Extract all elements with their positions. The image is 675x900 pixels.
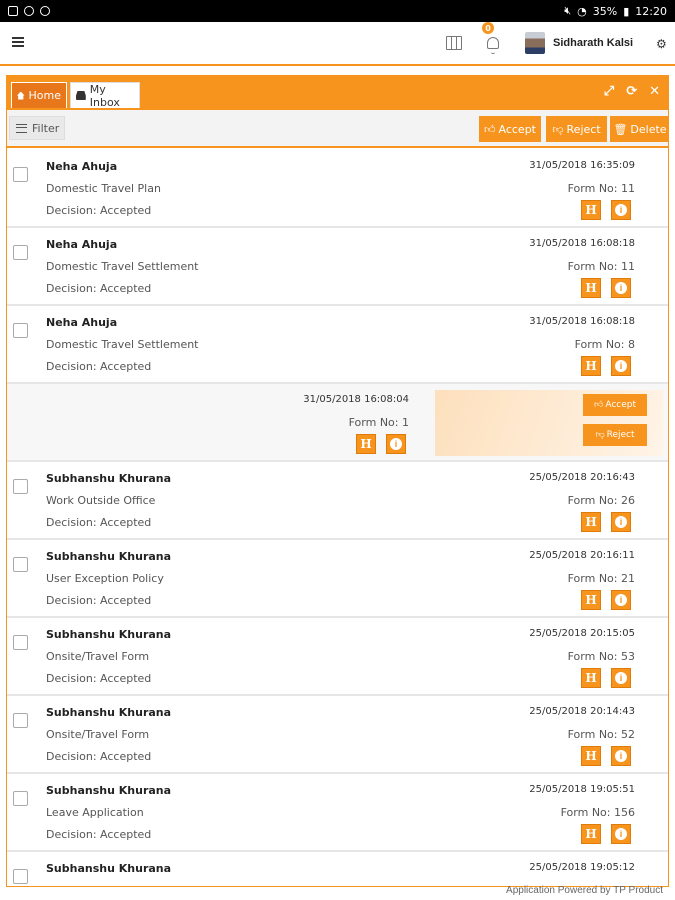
timestamp: 31/05/2018 16:08:18: [529, 238, 635, 249]
list-item[interactable]: [7, 462, 668, 540]
form-name: Domestic Travel Settlement: [46, 260, 199, 273]
list-item[interactable]: [7, 540, 668, 618]
thumbs-down-icon: 👎︎: [595, 430, 605, 440]
decision-status: Decision: Accepted: [46, 516, 152, 529]
inbox-icon: [76, 91, 86, 100]
sender-name: Neha Ahuja: [46, 316, 118, 329]
gallery-icon: [8, 6, 18, 16]
map-icon[interactable]: [446, 36, 462, 50]
timestamp: 25/05/2018 20:14:43: [529, 706, 635, 717]
row-checkbox[interactable]: [13, 557, 28, 572]
bell-icon: [487, 37, 499, 49]
form-number: Form No: 156: [560, 806, 635, 819]
battery-icon: ▮: [623, 4, 630, 18]
list-item[interactable]: [7, 852, 668, 887]
list-item[interactable]: [7, 228, 668, 306]
history-button[interactable]: H: [581, 824, 601, 844]
inbox-list: [7, 150, 668, 887]
form-name: Leave Application: [46, 806, 144, 819]
inbox-panel: [6, 75, 669, 887]
info-button[interactable]: [611, 824, 631, 844]
form-number: Form No: 53: [567, 650, 635, 663]
battery-level: 35%: [592, 4, 618, 18]
row-checkbox[interactable]: [13, 167, 28, 182]
delete-button[interactable]: [610, 116, 669, 142]
list-item[interactable]: [7, 306, 668, 384]
swipe-accept-label: Accept: [605, 400, 637, 410]
decision-status: Decision: Accepted: [46, 204, 152, 217]
menu-icon[interactable]: [12, 37, 24, 47]
info-icon: i: [615, 828, 627, 840]
history-button[interactable]: H: [581, 512, 601, 532]
home-icon: [17, 92, 25, 100]
notification-badge: 0: [482, 22, 494, 34]
form-number: Form No: 26: [567, 494, 635, 507]
history-button[interactable]: H: [581, 356, 601, 376]
swipe-reject-button[interactable]: [583, 424, 647, 446]
form-name: User Exception Policy: [46, 572, 164, 585]
list-item[interactable]: [7, 774, 668, 852]
timestamp: 25/05/2018 20:15:05: [529, 628, 635, 639]
toolbar: [7, 110, 668, 148]
form-number: Form No: 1: [348, 416, 409, 429]
info-icon: i: [615, 672, 627, 684]
info-icon: i: [615, 594, 627, 606]
history-button[interactable]: H: [581, 200, 601, 220]
timestamp: 25/05/2018 20:16:11: [529, 550, 635, 561]
swipe-actions: [435, 390, 663, 456]
delete-label: Delete: [630, 122, 667, 136]
form-name: Domestic Travel Settlement: [46, 338, 199, 351]
history-button[interactable]: H: [581, 278, 601, 298]
sender-name: Subhanshu Khurana: [46, 628, 172, 641]
app-header: [0, 22, 675, 66]
form-number: Form No: 11: [567, 260, 635, 273]
decision-status: Decision: Accepted: [46, 750, 152, 763]
decision-status: Decision: Accepted: [46, 828, 152, 841]
timestamp: 31/05/2018 16:35:09: [529, 160, 635, 171]
thumbs-up-icon: 👍︎: [484, 122, 496, 136]
info-button[interactable]: [611, 278, 631, 298]
form-name: Work Outside Office: [46, 494, 156, 507]
tab-home[interactable]: [11, 82, 67, 108]
chat-icon: [40, 6, 50, 16]
tab-my-inbox[interactable]: [70, 82, 140, 108]
clock: 12:20: [635, 4, 667, 18]
info-button[interactable]: [386, 434, 406, 454]
info-button[interactable]: [611, 200, 631, 220]
row-checkbox[interactable]: [13, 869, 28, 884]
info-button[interactable]: [611, 512, 631, 532]
sender-name: Neha Ahuja: [46, 160, 118, 173]
row-checkbox[interactable]: [13, 479, 28, 494]
timestamp: 25/05/2018 19:05:12: [529, 862, 635, 873]
timestamp: 25/05/2018 20:16:43: [529, 472, 635, 483]
list-item[interactable]: [7, 150, 668, 228]
reject-label: Reject: [566, 122, 601, 136]
accept-button[interactable]: [479, 116, 541, 142]
trash-icon: 🗑︎: [613, 122, 628, 136]
decision-status: Decision: Accepted: [46, 594, 152, 607]
timestamp: 25/05/2018 19:05:51: [529, 784, 635, 795]
form-name: Domestic Travel Plan: [46, 182, 161, 195]
expand-icon[interactable]: ⤢: [603, 84, 615, 99]
panel-header: [7, 76, 668, 110]
form-number: Form No: 11: [567, 182, 635, 195]
row-checkbox[interactable]: [13, 791, 28, 806]
swipe-reject-label: Reject: [606, 430, 635, 440]
status-bar: [0, 0, 675, 22]
decision-status: Decision: Accepted: [46, 360, 152, 373]
filter-icon: [16, 124, 27, 133]
footer-text: Application Powered by TP Product: [506, 885, 663, 896]
timestamp: 31/05/2018 16:08:18: [529, 316, 635, 327]
sender-name: Neha Ahuja: [46, 238, 118, 251]
settings-icon[interactable]: ⚙: [656, 37, 667, 51]
thumbs-up-icon: 👍︎: [593, 400, 604, 410]
avatar[interactable]: [525, 32, 545, 54]
sender-name: Subhanshu Khurana: [46, 472, 172, 485]
list-item[interactable]: [7, 696, 668, 774]
info-button[interactable]: [611, 668, 631, 688]
form-number: Form No: 8: [574, 338, 635, 351]
history-button[interactable]: H: [581, 668, 601, 688]
filter-button[interactable]: [9, 116, 65, 140]
decision-status: Decision: Accepted: [46, 282, 152, 295]
info-button[interactable]: [611, 590, 631, 610]
notifications-button[interactable]: [485, 34, 503, 54]
history-button[interactable]: H: [581, 590, 601, 610]
swipe-accept-button[interactable]: [583, 394, 647, 416]
form-number: Form No: 21: [567, 572, 635, 585]
row-checkbox[interactable]: [13, 245, 28, 260]
close-icon[interactable]: ✕: [649, 84, 660, 99]
info-icon: i: [615, 204, 627, 216]
form-number: Form No: 52: [567, 728, 635, 741]
info-icon: i: [615, 282, 627, 294]
info-button[interactable]: [611, 746, 631, 766]
info-button[interactable]: [611, 356, 631, 376]
reject-button[interactable]: [546, 116, 607, 142]
tab-inbox-label: My Inbox: [89, 82, 120, 109]
row-checkbox[interactable]: [13, 713, 28, 728]
refresh-icon[interactable]: ⟳: [626, 84, 638, 99]
sender-name: Subhanshu Khurana: [46, 784, 172, 797]
history-button[interactable]: H: [356, 434, 376, 454]
wifi-icon: ◔: [577, 4, 587, 18]
info-icon: i: [615, 360, 627, 372]
decision-status: Decision: Accepted: [46, 672, 152, 685]
list-item[interactable]: [7, 618, 668, 696]
row-checkbox[interactable]: [13, 635, 28, 650]
row-checkbox[interactable]: [13, 323, 28, 338]
list-item-swiped[interactable]: [7, 384, 668, 462]
history-button[interactable]: H: [581, 746, 601, 766]
thumbs-down-icon: 👎︎: [552, 122, 564, 136]
info-icon: i: [615, 516, 627, 528]
form-name: Onsite/Travel Form: [46, 650, 150, 663]
timestamp: 31/05/2018 16:08:04: [303, 394, 409, 405]
user-name[interactable]: Sidharath Kalsi: [553, 37, 634, 49]
accept-label: Accept: [498, 122, 536, 136]
mute-icon: 🔇︎: [564, 4, 572, 17]
sender-name: Subhanshu Khurana: [46, 862, 172, 875]
sender-name: Subhanshu Khurana: [46, 550, 172, 563]
sender-name: Subhanshu Khurana: [46, 706, 172, 719]
tab-home-label: Home: [28, 89, 61, 102]
form-name: Onsite/Travel Form: [46, 728, 150, 741]
info-icon: i: [390, 438, 402, 450]
info-icon: i: [615, 750, 627, 762]
filter-label: Filter: [32, 121, 60, 135]
sync-icon: [24, 6, 34, 16]
